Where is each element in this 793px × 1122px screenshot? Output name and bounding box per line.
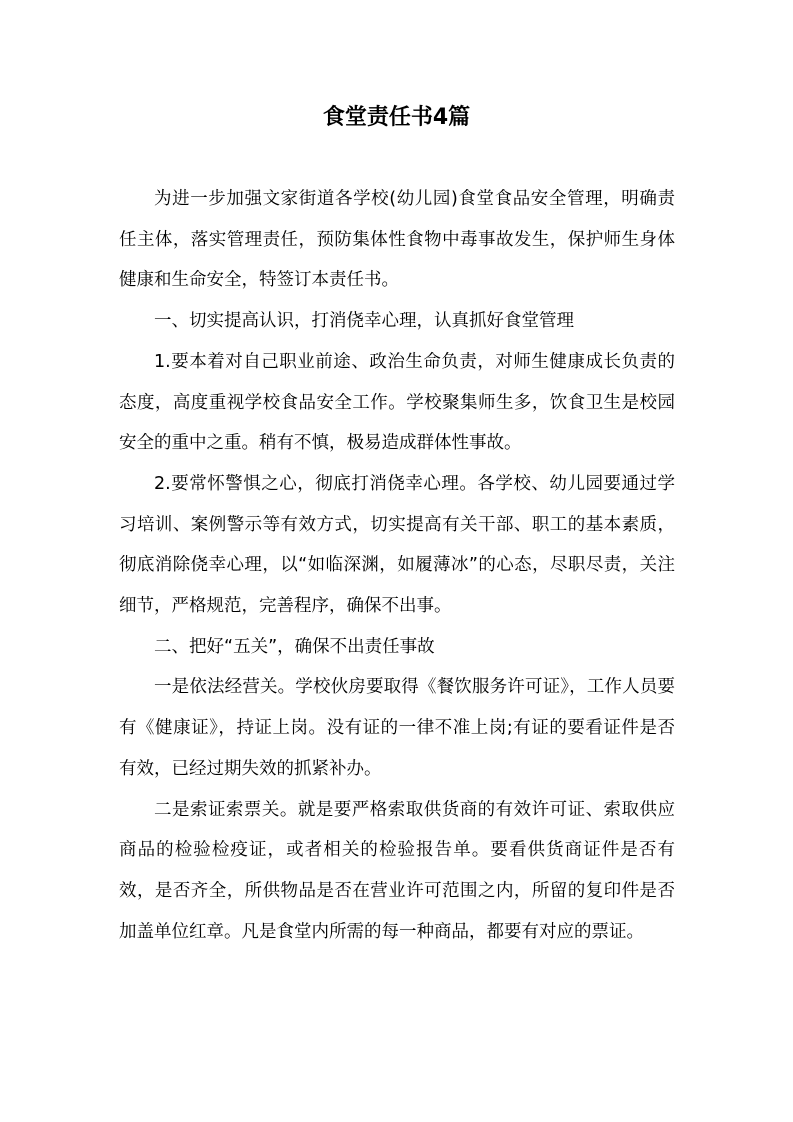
section-heading-1: 一、切实提高认识，打消侥幸心理，认真抓好食堂管理 <box>154 311 574 332</box>
paragraph-legal-operation: 一是依法经营关。学校伙房要取得《餐饮服务许可证》，工作人员要有《健康证》，持证上岗。没有证的一律不准上岗;有证的要看证件是否有效，已经过期失效的抓紧补办。 <box>119 677 675 779</box>
document-title: 食堂责任书4篇 <box>322 105 471 130</box>
intro-paragraph: 为进一步加强文家街道各学校(幼儿园)食堂食品安全管理，明确责任主体，落实管理责任，预防集体性食物中毒事故发生，保护师生身体健康和生命安全，特签订本责任书。 <box>119 189 675 291</box>
paragraph-item-2: 2.要常怀警惧之心，彻底打消侥幸心理。各学校、幼儿园要通过学习培训、案例警示等有效方式，切实提高有关干部、职工的基本素质，彻底消除侥幸心理，以“如临深渊，如履薄冰”的心态，尽职尽责，关注细节，严格规范，完善程序，确保不出事。 <box>119 473 675 617</box>
section-heading-2: 二、把好“五关”，确保不出责任事故 <box>154 636 435 657</box>
paragraph-certificates: 二是索证索票关。就是要严格索取供货商的有效许可证、索取供应商品的检验检疫证，或者相关的检验报告单。要看供货商证件是否有效，是否齐全，所供物品是否在营业许可范围之内，所留的复印件是否加盖单位红章。凡是食堂内所需的每一种商品，都要有对应的票证。 <box>119 799 675 942</box>
document-body <box>119 179 675 952</box>
paragraph-item-1: 1.要本着对自己职业前途、政治生命负责，对师生健康成长负责的态度，高度重视学校食品安全工作。学校聚集师生多，饮食卫生是校园安全的重中之重。稍有不慎，极易造成群体性事故。 <box>119 351 675 454</box>
